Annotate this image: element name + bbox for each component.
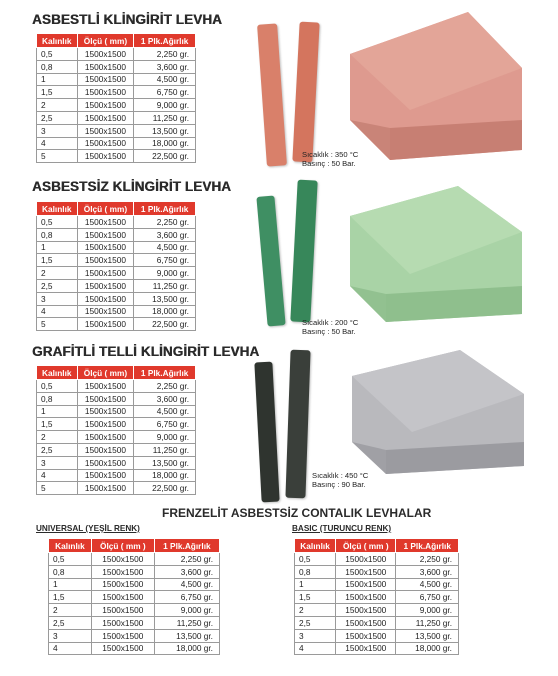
table-cell: 1500x1500: [336, 578, 396, 591]
table-cell: 3: [37, 292, 78, 305]
table-row: [295, 629, 459, 642]
table-row: [295, 616, 459, 629]
table-row: [37, 241, 196, 254]
spec-table-asbestsiz: [36, 201, 196, 331]
table-row: [49, 642, 220, 655]
table-cell: 4,500 gr.: [134, 405, 196, 418]
table-cell: 1500x1500: [77, 228, 134, 241]
table-cell: 1,5: [49, 591, 92, 604]
table-row: [37, 418, 196, 431]
table-cell: 11,250 gr.: [134, 111, 196, 124]
table-cell: 1500x1500: [91, 629, 154, 642]
table-row: [295, 642, 459, 655]
table-cell: 9,000 gr.: [134, 99, 196, 112]
table-cell: 1: [37, 73, 78, 86]
table-cell: 0,5: [49, 553, 92, 566]
table-row: [49, 604, 220, 617]
table-cell: 1: [295, 578, 336, 591]
table-header-cell: Kalınlık: [295, 539, 336, 553]
table-cell: 5: [37, 318, 78, 331]
table-cell: 13,500 gr.: [134, 292, 196, 305]
table-cell: 18,000 gr.: [134, 137, 196, 150]
table-cell: 0,8: [295, 565, 336, 578]
table-row: [295, 553, 459, 566]
table-cell: 1500x1500: [77, 216, 134, 229]
table-cell: 18,000 gr.: [134, 469, 196, 482]
table-cell: 1500x1500: [77, 318, 134, 331]
spec-table-asbestli: [36, 33, 196, 163]
section-title-asbestsiz: ASBESTSİZ KLİNGİRİT LEVHA: [32, 179, 232, 194]
table-row: [37, 482, 196, 495]
table-cell: 1,5: [37, 86, 78, 99]
table-cell: 1500x1500: [91, 604, 154, 617]
table-cell: 1500x1500: [91, 591, 154, 604]
table-row: [37, 60, 196, 73]
table-row: [49, 578, 220, 591]
table-cell: 6,750 gr.: [134, 254, 196, 267]
table-cell: 1500x1500: [77, 124, 134, 137]
table-cell: 1500x1500: [77, 86, 134, 99]
table-cell: 9,000 gr.: [134, 267, 196, 280]
table-cell: 2: [37, 267, 78, 280]
table-header-cell: 1 Plk.Ağırlık: [134, 202, 196, 216]
table-row: [37, 456, 196, 469]
table-cell: 1500x1500: [77, 469, 134, 482]
table-cell: 2,5: [295, 616, 336, 629]
table-cell: 4: [49, 642, 92, 655]
table-row: [37, 150, 196, 163]
table-row: [37, 48, 196, 61]
table-cell: 1500x1500: [77, 443, 134, 456]
table-cell: 1500x1500: [91, 565, 154, 578]
table-cell: 1500x1500: [77, 99, 134, 112]
table-header-cell: Ölçü ( mm ): [336, 539, 396, 553]
table-cell: 1: [49, 578, 92, 591]
table-row: [295, 565, 459, 578]
table-cell: 2,250 gr.: [134, 380, 196, 393]
table-cell: 9,000 gr.: [396, 604, 459, 617]
gasket-sheet-image: [350, 10, 522, 160]
table-cell: 2,250 gr.: [134, 216, 196, 229]
table-cell: 1500x1500: [336, 591, 396, 604]
table-cell: 9,000 gr.: [134, 431, 196, 444]
table-row: [49, 565, 220, 578]
table-cell: 1500x1500: [91, 642, 154, 655]
table-row: [295, 578, 459, 591]
table-row: [37, 469, 196, 482]
table-row: [49, 553, 220, 566]
table-cell: 2,250 gr.: [154, 553, 219, 566]
table-cell: 13,500 gr.: [134, 124, 196, 137]
table-cell: 2,5: [49, 616, 92, 629]
table-row: [37, 73, 196, 86]
table-cell: 1500x1500: [77, 418, 134, 431]
table-header-cell: 1 Plk.Ağırlık: [134, 34, 196, 48]
table-cell: 1500x1500: [77, 292, 134, 305]
table-cell: 2,5: [37, 111, 78, 124]
table-cell: 1,5: [37, 418, 78, 431]
table-cell: 2,250 gr.: [134, 48, 196, 61]
table-cell: 18,000 gr.: [154, 642, 219, 655]
table-cell: 1500x1500: [336, 629, 396, 642]
table-cell: 1500x1500: [336, 565, 396, 578]
table-cell: 11,250 gr.: [396, 616, 459, 629]
table-header-cell: Ölçü ( mm ): [91, 539, 154, 553]
table-row: [37, 318, 196, 331]
table-cell: 3: [37, 124, 78, 137]
table-cell: 1500x1500: [91, 578, 154, 591]
table-cell: 2: [49, 604, 92, 617]
table-row: [37, 267, 196, 280]
table-cell: 18,000 gr.: [396, 642, 459, 655]
table-row: [37, 279, 196, 292]
table-row: [37, 137, 196, 150]
table-cell: 2: [37, 99, 78, 112]
table-cell: 4,500 gr.: [134, 241, 196, 254]
pressure-text: Basınç : 90 Bar.: [312, 480, 366, 489]
gasket-sheet-image: [352, 350, 524, 474]
table-cell: 9,000 gr.: [154, 604, 219, 617]
table-cell: 3: [37, 456, 78, 469]
table-cell: 5: [37, 482, 78, 495]
table-header-cell: Kalınlık: [37, 202, 78, 216]
spec-table-grafitli: [36, 365, 196, 495]
pressure-text: Basınç : 50 Bar.: [302, 327, 356, 336]
table-cell: 13,500 gr.: [396, 629, 459, 642]
gasket-strip-image: [290, 180, 317, 323]
table-cell: 1500x1500: [77, 254, 134, 267]
table-header-cell: 1 Plk.Ağırlık: [396, 539, 459, 553]
table-row: [37, 124, 196, 137]
gasket-sheet-image: [350, 186, 522, 322]
table-cell: 1500x1500: [336, 553, 396, 566]
frenzelit-title: FRENZELİT ASBESTSİZ CONTALIK LEVHALAR: [162, 506, 432, 520]
table-row: [37, 228, 196, 241]
table-cell: 1500x1500: [77, 150, 134, 163]
temperature-text: Sıcaklık : 200 °C: [302, 318, 359, 327]
table-cell: 1500x1500: [77, 482, 134, 495]
table-cell: 5: [37, 150, 78, 163]
table-cell: 0,5: [295, 553, 336, 566]
table-header-cell: Ölçü ( mm): [77, 202, 134, 216]
table-row: [37, 254, 196, 267]
table-cell: 4: [37, 137, 78, 150]
table-cell: 3: [49, 629, 92, 642]
table-row: [37, 99, 196, 112]
table-row: [37, 111, 196, 124]
gasket-strip-image: [256, 195, 285, 326]
table-cell: 1500x1500: [77, 431, 134, 444]
table-cell: 22,500 gr.: [134, 482, 196, 495]
table-cell: 4,500 gr.: [134, 73, 196, 86]
table-cell: 3,600 gr.: [396, 565, 459, 578]
table-cell: 1500x1500: [77, 392, 134, 405]
table-cell: 0,5: [37, 216, 78, 229]
table-cell: 1500x1500: [336, 616, 396, 629]
table-cell: 0,5: [37, 48, 78, 61]
table-cell: 6,750 gr.: [134, 86, 196, 99]
table-row: [37, 431, 196, 444]
table-cell: 2: [37, 431, 78, 444]
table-cell: 11,250 gr.: [134, 279, 196, 292]
table-cell: 1500x1500: [77, 267, 134, 280]
table-cell: 1: [37, 405, 78, 418]
table-row: [37, 392, 196, 405]
table-cell: 1500x1500: [77, 137, 134, 150]
table-row: [37, 405, 196, 418]
table-cell: 3,600 gr.: [154, 565, 219, 578]
gasket-strip-image: [292, 22, 319, 163]
table-cell: 1500x1500: [91, 616, 154, 629]
table-cell: 2,250 gr.: [396, 553, 459, 566]
table-cell: 1500x1500: [77, 73, 134, 86]
universal-heading: UNIVERSAL (YEŞİL RENK): [36, 524, 140, 533]
table-row: [295, 604, 459, 617]
table-cell: 0,8: [37, 60, 78, 73]
table-cell: 6,750 gr.: [396, 591, 459, 604]
table-cell: 6,750 gr.: [154, 591, 219, 604]
temperature-text: Sıcaklık : 450 °C: [312, 471, 369, 480]
spec-table-basic: [294, 538, 459, 655]
table-row: [37, 292, 196, 305]
table-cell: 1500x1500: [77, 279, 134, 292]
table-cell: 4: [37, 469, 78, 482]
table-cell: 3,600 gr.: [134, 228, 196, 241]
temperature-text: Sıcaklık : 350 °C: [302, 150, 359, 159]
table-cell: 2,5: [37, 443, 78, 456]
table-row: [49, 616, 220, 629]
basic-heading: BASIC (TURUNCU RENK): [292, 524, 392, 533]
table-cell: 11,250 gr.: [134, 443, 196, 456]
table-row: [37, 86, 196, 99]
table-cell: 2,5: [37, 279, 78, 292]
table-cell: 1500x1500: [336, 642, 396, 655]
table-cell: 1500x1500: [77, 241, 134, 254]
table-row: [49, 591, 220, 604]
table-cell: 1500x1500: [91, 553, 154, 566]
table-cell: 13,500 gr.: [134, 456, 196, 469]
pressure-text: Basınç : 50 Bar.: [302, 159, 356, 168]
table-cell: 4: [295, 642, 336, 655]
table-header-cell: 1 Plk.Ağırlık: [134, 366, 196, 380]
table-row: [37, 380, 196, 393]
table-cell: 1500x1500: [77, 456, 134, 469]
table-cell: 4: [37, 305, 78, 318]
table-cell: 0,8: [37, 392, 78, 405]
gasket-strip-image: [285, 350, 310, 499]
spec-table-universal: [48, 538, 220, 655]
table-cell: 1500x1500: [77, 305, 134, 318]
table-header-cell: Kalınlık: [37, 366, 78, 380]
table-cell: 22,500 gr.: [134, 318, 196, 331]
table-row: [295, 591, 459, 604]
table-row: [37, 443, 196, 456]
table-cell: 3,600 gr.: [134, 60, 196, 73]
table-cell: 1,5: [295, 591, 336, 604]
table-cell: 3,600 gr.: [134, 392, 196, 405]
table-cell: 2: [295, 604, 336, 617]
table-row: [37, 305, 196, 318]
table-cell: 4,500 gr.: [154, 578, 219, 591]
table-cell: 0,8: [49, 565, 92, 578]
section-title-grafitli: GRAFİTLİ TELLİ KLİNGİRİT LEVHA: [32, 344, 260, 359]
table-cell: 6,750 gr.: [134, 418, 196, 431]
table-header-cell: Kalınlık: [37, 34, 78, 48]
table-header-cell: 1 Plk.Ağırlık: [154, 539, 219, 553]
table-cell: 1500x1500: [77, 48, 134, 61]
gasket-strip-image: [254, 362, 279, 503]
table-cell: 22,500 gr.: [134, 150, 196, 163]
table-cell: 13,500 gr.: [154, 629, 219, 642]
table-row: [37, 216, 196, 229]
table-header-cell: Ölçü ( mm): [77, 34, 134, 48]
table-cell: 11,250 gr.: [154, 616, 219, 629]
table-row: [49, 629, 220, 642]
table-cell: 3: [295, 629, 336, 642]
table-header-cell: Kalınlık: [49, 539, 92, 553]
table-header-cell: Ölçü ( mm): [77, 366, 134, 380]
table-cell: 1500x1500: [77, 380, 134, 393]
table-cell: 1500x1500: [77, 60, 134, 73]
table-cell: 1500x1500: [77, 405, 134, 418]
table-cell: 1,5: [37, 254, 78, 267]
table-cell: 1500x1500: [336, 604, 396, 617]
gasket-strip-image: [257, 23, 287, 166]
table-cell: 0,8: [37, 228, 78, 241]
table-cell: 0,5: [37, 380, 78, 393]
table-cell: 1: [37, 241, 78, 254]
section-title-asbestli: ASBESTLİ KLİNGİRİT LEVHA: [32, 12, 222, 27]
table-cell: 4,500 gr.: [396, 578, 459, 591]
table-cell: 1500x1500: [77, 111, 134, 124]
table-cell: 18,000 gr.: [134, 305, 196, 318]
